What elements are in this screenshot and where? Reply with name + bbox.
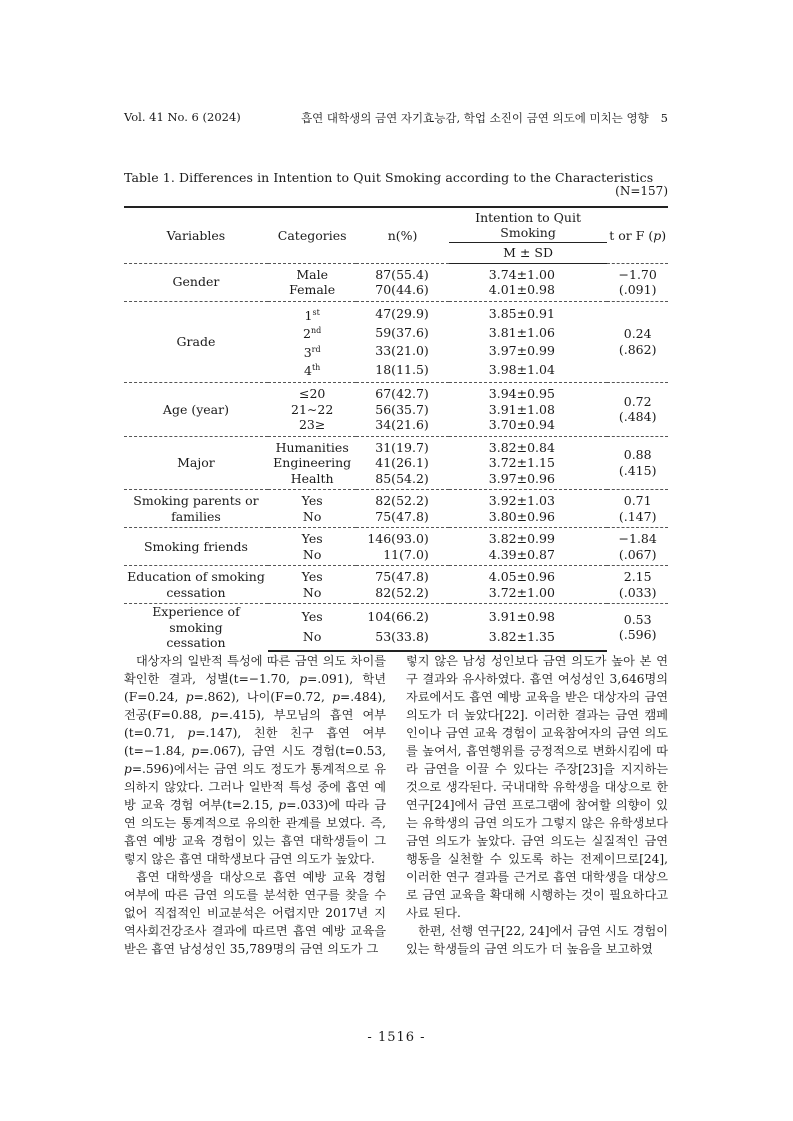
category-label: No — [302, 546, 322, 562]
mean-sd-cell: 3.98±1.04 — [488, 362, 555, 378]
category-label: Engineering — [273, 455, 352, 471]
variable-label: Age (year) — [162, 401, 229, 417]
category-label: No — [302, 508, 322, 524]
table-group — [124, 528, 668, 566]
category-label: Yes — [301, 493, 323, 509]
mean-sd-cell: 3.82±0.99 — [449, 528, 608, 547]
mean-sd-cell: 3.92±1.03 — [449, 490, 608, 509]
category-label: Yes — [301, 531, 323, 547]
p-value: (.596) — [618, 627, 657, 643]
n-pct-cell: 70(44.6) — [375, 282, 429, 297]
category-cell — [268, 604, 357, 627]
mean-sd-cell: 3.85±0.91 — [449, 301, 608, 323]
col-intention-line1: Intention to Quit — [475, 210, 581, 225]
paragraph: 한편, 선행 연구[22, 24]에서 금연 시도 경험이 있는 학생들의 금연 의도가 더 높음을 보고하였 — [406, 924, 668, 956]
variable-label: Smoking parents or — [133, 493, 259, 509]
category-label: 3 — [303, 344, 312, 360]
variable-cell — [124, 383, 268, 437]
table-header — [124, 207, 668, 263]
mean-sd-cell: 3.72±1.15 — [488, 455, 555, 471]
table-row — [124, 490, 668, 509]
variable-cell — [124, 301, 268, 383]
running-title — [301, 110, 668, 126]
paragraph: 흡연 대학생을 대상으로 흡연 예방 교육 경험 여부에 따른 금연 의도를 분석한 연구를 찾을 수 없어 직접적인 비교분석은 어렵지만 2017년 지역사회건강조사 결과에 따르면 흡연 예방 교육을 받은 흡연 남성성인 35,789명의 금연 의도가 그 — [124, 870, 386, 956]
category-label: 23≥ — [298, 417, 326, 433]
col-categories: Categories — [268, 207, 357, 263]
mean-sd-cell: 3.82±0.84 — [449, 436, 608, 455]
table-row — [124, 604, 668, 627]
n-pct-cell: 11(7.0) — [383, 546, 429, 562]
category-cell — [268, 436, 357, 455]
variable-label: Experience of smoking — [152, 604, 240, 635]
variable-cell — [124, 604, 268, 651]
mean-sd-cell: 3.91±1.08 — [488, 401, 555, 417]
body-column-left — [124, 652, 386, 958]
variable-label: cessation — [166, 635, 226, 651]
category-label: No — [302, 628, 322, 644]
table-row — [124, 301, 668, 323]
table-caption: Table 1. Differences in Intention to Quit Smoking according to the Characteristics — [124, 170, 654, 185]
n-pct-cell: 75(47.8) — [375, 508, 429, 524]
category-cell — [268, 490, 357, 509]
col-variables: Variables — [124, 207, 268, 263]
col-n-pct: n(%) — [356, 207, 448, 263]
mean-sd-cell: 4.39±0.87 — [488, 546, 555, 562]
category-cell — [268, 566, 357, 585]
n-pct-cell: 18(11.5) — [375, 362, 429, 378]
stat-cell — [607, 528, 668, 566]
col-mean-sd: M ± SD — [449, 243, 608, 264]
table-group — [124, 604, 668, 651]
category-label: 4 — [304, 363, 312, 379]
col-intention-line2: Smoking — [500, 225, 556, 240]
mean-sd-cell: 3.81±1.06 — [488, 324, 555, 340]
n-pct-cell: 87(55.4) — [356, 263, 448, 282]
category-cell — [268, 301, 357, 323]
mean-sd-cell: 3.97±0.99 — [488, 343, 555, 359]
n-pct-cell: 104(66.2) — [356, 604, 448, 627]
category-cell — [268, 360, 357, 382]
table-group — [124, 263, 668, 301]
col-t-or-f-label: t or F (p) — [609, 227, 667, 243]
mean-sd-cell: 3.74±1.00 — [449, 263, 608, 282]
category-label: Male — [296, 266, 328, 282]
test-statistic: 0.53 — [623, 611, 652, 627]
n-pct-cell: 56(35.7) — [375, 401, 429, 417]
page-number: - 1516 - — [367, 1030, 426, 1045]
p-value: (.033) — [618, 584, 657, 600]
table-row — [124, 528, 668, 547]
mean-sd-cell: 4.05±0.96 — [449, 566, 608, 585]
stat-cell — [607, 383, 668, 437]
category-label: 21∼22 — [291, 401, 334, 417]
category-label: Yes — [301, 569, 323, 585]
category-cell — [268, 383, 357, 402]
n-pct-cell: 82(52.2) — [375, 584, 429, 600]
table-row — [124, 436, 668, 455]
category-cell — [268, 471, 357, 490]
n-pct-cell: 47(29.9) — [356, 301, 448, 323]
paragraph: 렇지 않은 남성 성인보다 금연 의도가 높아 본 연구 결과와 유사하였다. 흡연 여성성인 3,646명의 자료에서도 흡연 예방 교육을 받은 대상자의 금연 의도가 더 높았다[22]. 이러한 결과는 금연 캠페인이나 금연 교육 경험이 교육참여자의 금연 의도를 높여서, 흡연행위를 긍정적으로 변화시킴에 따라 금연을 이끌 수 있다는 주장[23]을 지지하는 것으로 생각된다. 국내대학 유학생을 대상으로 한 연구[24]에서 금연 프로그램에 참여할 의향이 있는 유학생의 금연 의도가 그렇지 않은 유학생보다 금연 의도가 높았다. 금연 의도는 실질적인 금연 행동을 실천할 수 있도록 하는 전제이므로[24], 이러한 연구 결과를 근거로 흡연 대학생을 대상으로 금연 교육을 확대해 시행하는 것이 필요하다고 사료 된다. — [406, 654, 668, 920]
n-pct-cell: 82(52.2) — [356, 490, 448, 509]
category-cell — [268, 627, 357, 651]
category-label: Female — [289, 282, 336, 297]
stat-cell — [607, 604, 668, 651]
mean-sd-cell: 3.91±0.98 — [449, 604, 608, 627]
stat-cell — [607, 566, 668, 604]
p-value: (.862) — [618, 341, 657, 357]
variable-label: Smoking friends — [143, 538, 248, 554]
col-t-or-f — [607, 207, 668, 263]
category-cell — [268, 263, 357, 282]
n-pct-cell: 75(47.8) — [356, 566, 448, 585]
category-label: ≤20 — [298, 386, 326, 402]
mean-sd-cell: 3.80±0.96 — [488, 508, 555, 524]
mean-sd-cell: 3.97±0.96 — [488, 470, 555, 486]
characteristics-table — [124, 206, 668, 652]
journal-volume: Vol. 41 No. 6 (2024) — [124, 110, 241, 124]
category-cell — [268, 509, 357, 528]
table-group — [124, 301, 668, 383]
stat-cell — [607, 490, 668, 528]
mean-sd-cell: 3.70±0.94 — [488, 417, 555, 433]
test-statistic: 0.24 — [623, 326, 652, 342]
issue-page-number: 5 — [660, 111, 668, 125]
category-label: Yes — [301, 609, 323, 625]
test-statistic: 0.88 — [623, 447, 652, 463]
n-pct-cell: 85(54.2) — [375, 470, 429, 486]
variable-label: Gender — [172, 274, 220, 290]
ordinal-suffix: rd — [311, 344, 321, 354]
p-value: (.415) — [618, 462, 657, 478]
variable-label: Education of smoking — [127, 569, 265, 585]
variable-label: Major — [177, 455, 215, 471]
category-cell — [268, 455, 357, 471]
n-pct-cell: 53(33.8) — [356, 627, 448, 651]
stat-cell — [607, 436, 668, 490]
category-label: Humanities — [275, 439, 349, 455]
table-row — [124, 566, 668, 585]
p-value: (.091) — [618, 282, 657, 297]
variable-cell — [124, 436, 268, 490]
stat-cell — [607, 301, 668, 383]
table-group — [124, 490, 668, 528]
category-cell — [268, 417, 357, 436]
col-intention — [449, 207, 608, 243]
category-cell — [268, 585, 357, 604]
p-value: (.147) — [618, 508, 657, 524]
category-cell — [268, 323, 357, 342]
test-statistic: −1.70 — [618, 266, 657, 282]
test-statistic: 0.71 — [623, 493, 652, 509]
test-statistic: 2.15 — [623, 569, 652, 585]
test-statistic: −1.84 — [618, 531, 657, 547]
category-cell — [268, 528, 357, 547]
n-pct-cell: 34(21.6) — [375, 417, 429, 433]
variable-label: families — [171, 508, 221, 524]
n-pct-cell: 146(93.0) — [356, 528, 448, 547]
table-row — [124, 383, 668, 402]
variable-cell — [124, 490, 268, 528]
variable-cell — [124, 528, 268, 566]
category-cell — [268, 547, 357, 566]
p-value: (.484) — [618, 409, 657, 425]
variable-label: cessation — [166, 584, 226, 600]
n-pct-cell: 31(19.7) — [356, 436, 448, 455]
test-statistic: 0.72 — [623, 393, 652, 409]
mean-sd-cell: 3.72±1.00 — [488, 584, 555, 600]
table-group — [124, 436, 668, 490]
variable-label: Grade — [176, 334, 216, 350]
table-group — [124, 566, 668, 604]
n-pct-cell: 33(21.0) — [375, 343, 429, 359]
mean-sd-cell: 3.94±0.95 — [449, 383, 608, 402]
category-label: Health — [290, 470, 334, 486]
table-group — [124, 383, 668, 437]
p-value: (.067) — [618, 546, 657, 562]
stat-cell — [607, 263, 668, 301]
n-pct-cell: 59(37.6) — [375, 324, 429, 340]
n-pct-cell: 67(42.7) — [356, 383, 448, 402]
n-pct-cell: 41(26.1) — [375, 455, 429, 471]
category-label: 2 — [303, 326, 311, 342]
variable-cell — [124, 263, 268, 301]
paragraph: 대상자의 일반적 특성에 따른 금연 의도 차이를 확인한 결과, 성별(t=−1.70, p=.091), 학년(F=0.24, p=.862), 나이(F=0.72, p=.484), 전공(F=0.88, p=.415), 부모님의 흡연 여부(t=0.71, p=.147), 친한 친구 흡연 여부(t=−1.84, p=.067), 금연 시도 경험(t=0.53, p=.596)에서는 금연 의도 정도가 통계적으로 유의하지 않았다. 그러나 일반적 특성 중에 흡연 예방 교육 경험 여부(t=2.15, p=.033)에 따라 금연 의도는 통계적으로 유의한 관계를 보였다. 즉, 흡연 예방 교육 경험이 있는 흡연 대학생들이 그렇지 않은 흡연 대학생보다 금연 의도가 높았다. — [124, 654, 386, 866]
ordinal-suffix: st — [312, 307, 320, 317]
ordinal-suffix: th — [311, 363, 321, 373]
category-cell — [268, 402, 357, 418]
running-title-text: 흡연 대학생의 금연 자기효능감, 학업 소진이 금연 의도에 미치는 영향 — [301, 111, 649, 125]
table-row — [124, 263, 668, 282]
sample-size-note: (N=157) — [615, 184, 668, 198]
category-cell — [268, 342, 357, 361]
category-label: 1 — [304, 307, 313, 323]
ordinal-suffix: nd — [311, 326, 322, 336]
variable-cell — [124, 566, 268, 604]
mean-sd-cell: 4.01±0.98 — [488, 282, 555, 297]
body-column-right — [406, 652, 668, 958]
mean-sd-cell: 3.82±1.35 — [449, 627, 608, 651]
category-label: No — [302, 584, 322, 600]
category-cell — [268, 282, 357, 301]
